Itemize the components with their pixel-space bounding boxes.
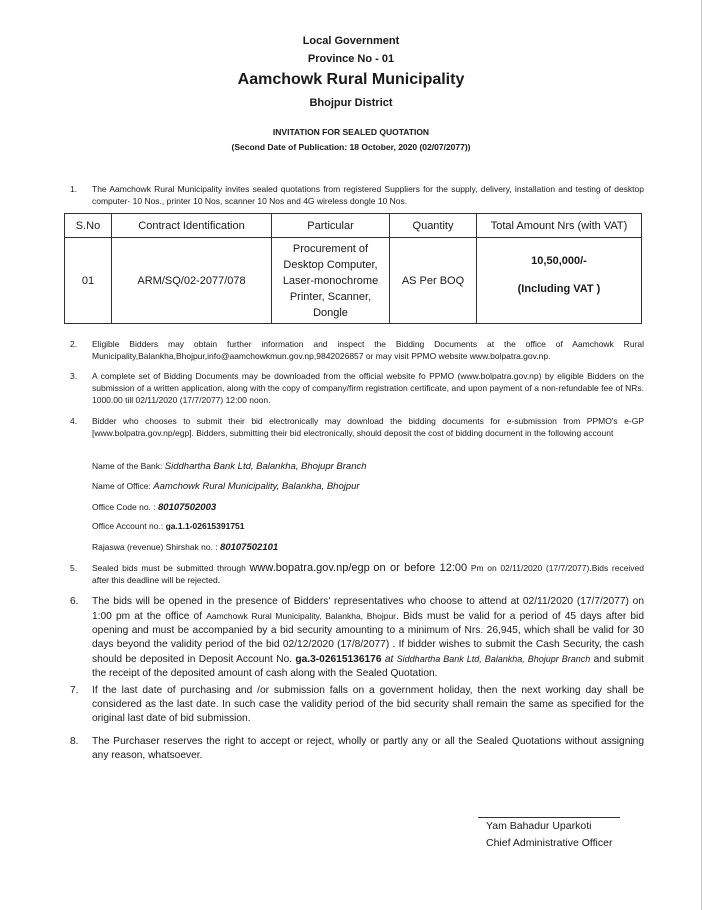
page-title: Aamchowk Rural Municipality (237, 71, 465, 88)
item6-text-c: and submit the receipt of the deposited amount of cash along with the Sealed Quotation. (92, 654, 644, 679)
item5-pm: Pm (470, 563, 484, 573)
cell-sno: 01 (65, 238, 112, 324)
item6-at: at (384, 654, 394, 665)
item5-text-c: on 02/11/2020 (17/7/2077).Bids received after this deadline will be rejected. (92, 563, 645, 585)
account-office-name (92, 480, 360, 493)
account-office-account (92, 520, 245, 532)
header-province: Province No - 01 (307, 53, 395, 65)
item5-text-a: Sealed bids must be submitted through (92, 563, 246, 573)
contract-table (64, 213, 642, 324)
account-bank-name (92, 460, 367, 473)
bank-label: Name of the Bank: (92, 461, 163, 471)
item-text: Bidder who chooses to submit their bid electronically may download the bidding documents for e-submission from PPMO's e-GP [www.bolpatra.gov.np/egp]. Bidders, submitting their bid electronically, should deposit the cost of bidding document in the following account (92, 416, 644, 438)
account-rajaswa (92, 541, 278, 554)
publication-date: (Second Date of Publication: 18 October, 2020 (02/07/2077)) (231, 142, 471, 152)
item-number: 7. (70, 685, 79, 696)
invitation-heading: INVITATION FOR SEALED QUOTATION (272, 127, 430, 137)
header-district: Bhojpur District (309, 97, 393, 109)
table-row (65, 238, 642, 324)
rajaswa-value: 80107502101 (220, 542, 279, 553)
item6-text-a: The bids will be opened in the presence of Bidders' representatives who choose to attend at 02/11/2020 (17/7/2077) on 1:00 pm at the office of (92, 596, 644, 622)
office-code-label: Office Code no. : (92, 502, 156, 512)
office-label: Name of Office: (92, 481, 151, 491)
item-number: 4. (70, 416, 78, 426)
item-text: The Aamchowk Rural Municipality invites sealed quotations from registered Suppliers for the supply, delivery, installation and testing of desktop computer- 10 Nos., printer 10 Nos, scanner 10 Nos and 4G wireless dongle 10 Nos. (92, 184, 644, 206)
col-particular: Particular (272, 214, 390, 238)
col-amount: Total Amount Nrs (with VAT) (477, 214, 642, 238)
item-text: A complete set of Bidding Documents may be downloaded from the official website fo PPMO (www.bolpatra.gov.np) by eligible Bidders on the submission of a written application, along with the copy of company/firm registration certificate, and upon payment of a non-refundable fee of NRs. 1000.00 till 02/11/2020 (17/7/2077) 12:00 noon. (92, 371, 644, 405)
rajaswa-label: Rajaswa (revenue) Shirshak no. : (92, 542, 218, 552)
signatory-title: Chief Administrative Officer (486, 837, 613, 849)
account-office-code (92, 501, 216, 514)
item6-bank: Siddhartha Bank Ltd, Balankha, Bhojupr Branch (396, 654, 591, 664)
office-account-label: Office Account no.: (92, 521, 164, 531)
col-quantity: Quantity (390, 214, 477, 238)
cell-contract: ARM/SQ/02-2077/078 (112, 238, 272, 324)
item-number: 2. (70, 339, 78, 349)
amount-vat-note: (Including VAT ) (517, 282, 601, 295)
item5-deadline-time: on or before 12:00 (373, 562, 468, 574)
office-account-value: ga.1.1-02615391751 (165, 521, 245, 531)
egp-link[interactable]: www.bopatra.gov.np/egp (249, 562, 370, 574)
table-header-row (65, 214, 642, 238)
office-code-value: 80107502003 (158, 502, 217, 513)
item-text (92, 595, 644, 681)
cell-amount (477, 238, 642, 324)
item-text: If the last date of purchasing and /or submission falls on a government holiday, then the next working day shall be considered as the last date. In such case the validity period of the bid security shall remain the same as specified for the original last date of bid submission. (92, 685, 644, 724)
bank-value: Siddhartha Bank Ltd, Balankha, Bhojupr Branch (164, 461, 367, 472)
item-text: Eligible Bidders may obtain further information and inspect the Bidding Documents at the office of Aamchowk Rural Municipality,Balankha,Bhojpur,info@aamchowkmun.gov.np,9842026857 or may visit PPMO website www.bolpatra.gov.np. (92, 339, 644, 361)
item-number: 1. (70, 184, 78, 194)
item-number: 8. (70, 736, 79, 747)
item-number: 3. (70, 371, 78, 381)
amount-value: 10,50,000/- (531, 254, 587, 267)
item-text (92, 562, 644, 586)
item-text: The Purchaser reserves the right to accept or reject, wholly or partly any or all the Sealed Quotations without assigning any reason, whatsoever. (92, 736, 644, 761)
signatory-name: Yam Bahadur Uparkoti (486, 820, 592, 832)
item6-text-b: . Bids must be valid for a period of 45 days after bid opening and must be accompanied by a bid security amounting to a minimum of Nrs. 26,945, which shall be valid for 30 days beyond the validity period of the bid 02/12/2020 (17/8/2077) . If bidder wishes to submit the Cash Security, the cash should be deposited in Deposit Account No. (92, 611, 644, 665)
office-value: Aamchowk Rural Municipality, Balankha, Bhojpur (153, 481, 360, 492)
cell-particular: Procurement of Desktop Computer, Laser-monochrome Printer, Scanner, Dongle (272, 238, 390, 324)
signature-line (478, 817, 620, 818)
col-sno: S.No (65, 214, 112, 238)
deposit-account-number: ga.3-02615136176 (295, 654, 382, 665)
cell-quantity: AS Per BOQ (390, 238, 477, 324)
item-number: 5. (70, 563, 78, 573)
item-number: 6. (70, 596, 79, 607)
col-contract: Contract Identification (112, 214, 272, 238)
header-local-government: Local Government (302, 35, 400, 47)
item6-office: Aamchowk Rural Municipality, Balankha, Bhojpur (206, 611, 397, 621)
